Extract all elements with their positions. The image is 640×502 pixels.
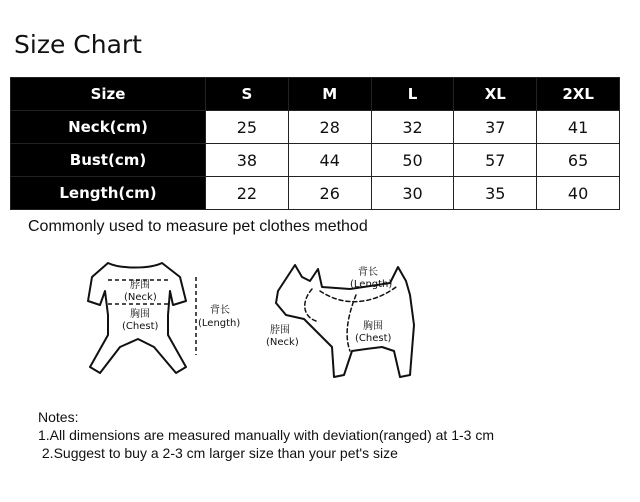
- dog-outline: [276, 265, 414, 377]
- dog-chest-en: (Chest): [355, 333, 392, 344]
- note-line-1: 1.All dimensions are measured manually with deviation(ranged) at 1-3 cm: [38, 427, 494, 443]
- table-cell: 35: [454, 177, 537, 210]
- table-cell: 30: [371, 177, 454, 210]
- row-label-length: Length(cm): [11, 177, 206, 210]
- header-2xl: 2XL: [537, 78, 620, 111]
- note-line-2: 2.Suggest to buy a 2-3 cm larger size than your pet's size: [38, 445, 398, 461]
- row-label-bust: Bust(cm): [11, 144, 206, 177]
- dog-neck-line: [305, 289, 316, 321]
- dog-neck-cn: 脖围: [270, 325, 290, 336]
- row-label-neck: Neck(cm): [11, 111, 206, 144]
- table-cell: 44: [288, 144, 371, 177]
- table-row: [11, 111, 620, 144]
- dog-diagram: [276, 265, 414, 377]
- size-chart-table: [10, 77, 620, 210]
- header-m: M: [288, 78, 371, 111]
- table-row: [11, 144, 620, 177]
- clothes-chest-cn: 胸围: [130, 309, 150, 320]
- clothes-length-cn: 背长: [210, 305, 230, 316]
- page-title: Size Chart: [14, 30, 142, 59]
- notes-heading: Notes:: [38, 409, 79, 425]
- table-cell: 22: [206, 177, 289, 210]
- measure-method-subtitle: Commonly used to measure pet clothes method: [28, 218, 368, 235]
- header-xl: XL: [454, 78, 537, 111]
- table-row: [11, 177, 620, 210]
- table-header-row: [11, 78, 620, 111]
- table-cell: 57: [454, 144, 537, 177]
- table-cell: 41: [537, 111, 620, 144]
- dog-chest-cn: 胸围: [363, 321, 383, 332]
- table-cell: 65: [537, 144, 620, 177]
- notes-section: [38, 408, 494, 462]
- table-cell: 32: [371, 111, 454, 144]
- table-cell: 37: [454, 111, 537, 144]
- clothes-chest-en: (Chest): [122, 321, 159, 332]
- table-cell: 38: [206, 144, 289, 177]
- clothes-neck-en: (Neck): [124, 292, 157, 303]
- table-cell: 40: [537, 177, 620, 210]
- measurement-diagrams: [80, 255, 440, 395]
- table-cell: 28: [288, 111, 371, 144]
- header-size: Size: [11, 78, 206, 111]
- table-cell: 25: [206, 111, 289, 144]
- table-cell: 50: [371, 144, 454, 177]
- table-cell: 26: [288, 177, 371, 210]
- header-l: L: [371, 78, 454, 111]
- header-s: S: [206, 78, 289, 111]
- dog-neck-en: (Neck): [266, 337, 299, 348]
- dog-length-cn: 背长: [358, 267, 378, 278]
- dog-length-en: (Length): [350, 279, 393, 290]
- clothes-neck-cn: 脖围: [130, 280, 150, 291]
- clothes-length-en: (Length): [198, 318, 241, 329]
